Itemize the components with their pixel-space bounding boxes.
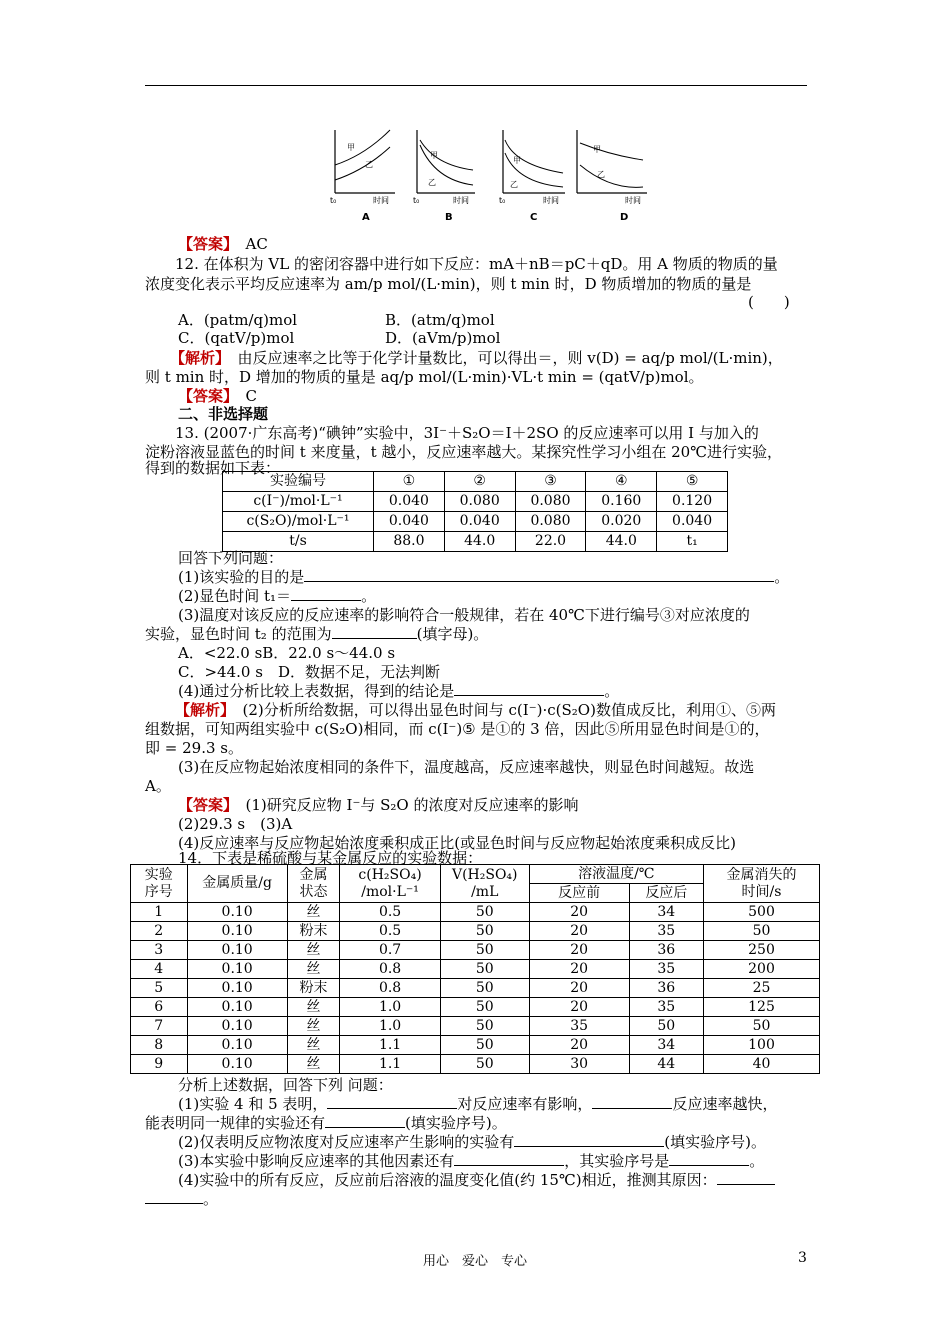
answer-blank[interactable] [669, 1151, 749, 1166]
q14-line1: 14．下表是稀硫酸与某金属反应的实验数据： [178, 849, 483, 867]
answer-blank[interactable] [592, 1094, 672, 1109]
q12-answer: 【答案】 C [178, 387, 258, 405]
q13-options-ab: A．<22.0 sB．22.0 s～44.0 s [178, 644, 396, 662]
svg-text:时间: 时间 [543, 196, 559, 205]
q13-analysis-3: 即 = 29.3 s。 [145, 739, 243, 757]
graph-a-curve1: 甲 [347, 143, 355, 152]
answer-blank[interactable] [332, 624, 417, 639]
table-row: t/s 88.0 44.0 22.0 44.0 t₁ [223, 532, 728, 552]
svg-text:t₀: t₀ [413, 196, 420, 205]
q12-option-b: B．(atm/q)mol [385, 311, 495, 329]
svg-text:t₀: t₀ [499, 196, 506, 205]
q12-line2: 浓度变化表示平均反应速率为 am/p mol/(L·min)，则 t min 时，D 物质增加的物质的量是 [145, 275, 752, 293]
answer-blank[interactable] [454, 1151, 564, 1166]
table-row: 3 0.10 丝 0.7 50 20 36 250 [131, 941, 820, 960]
table-row: 实验编号 ① ② ③ ④ ⑤ [223, 472, 728, 492]
answer-blank[interactable] [145, 1189, 203, 1204]
graph-a [330, 130, 395, 223]
answer-blank[interactable] [304, 567, 774, 582]
table-row: 实验 序号 金属质量/g 金属 状态 c(H₂SO₄) /mol·L⁻¹ V(H₂SO₄) /mL 溶液温度/℃ 金属消失的 时间/s [131, 865, 820, 884]
iodine-clock-table [222, 471, 728, 552]
section-title: 二、非选择题 [178, 405, 269, 423]
svg-text:时间: 时间 [373, 196, 389, 205]
q13-analysis-4: (3)在反应物起始浓度相同的条件下，温度越高，反应速率越快，则显色时间越短。故选 [178, 758, 755, 776]
graph-b-label: B [445, 212, 453, 223]
table-row: c(S₂O)/mol·L⁻¹ 0.040 0.040 0.080 0.020 0.040 [223, 512, 728, 532]
q13-line2: 淀粉溶液显蓝色的时间 t 来度量，t 越小，反应速率越大。某探究性学习小组在 20℃进行实验， [145, 443, 782, 461]
rate-graphs-figure [325, 125, 655, 225]
page-footer: 用心 爱心 专心 [422, 1254, 527, 1269]
table-row: 反应前 反应后 [131, 884, 820, 903]
q14-sub1: (1)实验 4 和 5 表明， 对反应速率有影响， 反应速率越快， [178, 1095, 778, 1113]
answer-blank[interactable] [325, 1113, 405, 1128]
q13-options-cd: C．>44.0 s D．数据不足，无法判断 [178, 663, 440, 681]
table-row: 9 0.10 丝 1.1 50 30 44 40 [131, 1055, 820, 1074]
metal-acid-table [130, 864, 820, 1074]
q14-sub4: (4)实验中的所有反应，反应前后溶液的温度变化值(约 15℃)相近，推测其原因： [178, 1170, 840, 1190]
q14-prompt: 分析上述数据，回答下列 问题： [178, 1076, 393, 1094]
graph-c [499, 130, 565, 223]
graph-d [577, 130, 647, 223]
table-row: 2 0.10 粉末 0.5 50 20 35 50 [131, 922, 820, 941]
q13-sub3b: 实验，显色时间 t₂ 的范围为 (填字母)。 [145, 625, 489, 643]
q12-analysis-2: 则 t min 时，D 增加的物质的量是 aq/p mol/(L·min)·VL·t min = (qatV/p)mol。 [145, 368, 704, 386]
q13-sub1: (1)该实验的目的是 。 [178, 568, 790, 586]
graph-c-label: C [530, 212, 538, 223]
q13-analysis-2: 组数据，可知两组实验中 c(S₂O)相同，而 c(I⁻)⑤ 是①的 3 倍，因此⑤所用显色时间是①的， [145, 720, 770, 738]
svg-text:乙: 乙 [510, 180, 518, 189]
svg-text:t₀: t₀ [330, 196, 337, 205]
q12-option-c: C．(qatV/p)mol [178, 329, 295, 347]
q13-line1: 13. (2007·广东高考)“碘钟”实验中，3I⁻＋S₂O＝I＋2SO 的反应速率可以用 I 与加入的 [175, 424, 759, 442]
page-number: 3 [798, 1250, 807, 1266]
svg-text:甲: 甲 [593, 145, 601, 154]
table-row: 7 0.10 丝 1.0 50 35 50 50 [131, 1017, 820, 1036]
q13-answer-3: (4)反应速率与反应物起始浓度乘积成正比(或显色时间与反应物起始浓度乘积成反比) [178, 834, 736, 852]
q13-analysis-5: A。 [145, 777, 171, 795]
q14-sub1-cont: 能表明同一规律的实验还有 (填实验序号)。 [145, 1114, 507, 1132]
table-row: c(I⁻)/mol·L⁻¹ 0.040 0.080 0.080 0.160 0.120 [223, 492, 728, 512]
q13-sub4: (4)通过分析比较上表数据，得到的结论是 。 [178, 682, 620, 700]
q12-option-d: D．(aVm/p)mol [385, 329, 501, 347]
q11-answer: 【答案】 AC [178, 235, 268, 253]
q14-sub3: (3)本实验中影响反应速率的其他因素还有 ，其实验序号是 。 [178, 1152, 765, 1170]
svg-text:时间: 时间 [453, 196, 469, 205]
q13-line3: 得到的数据如下表： [145, 459, 281, 477]
table-row: 5 0.10 粉末 0.8 50 20 36 25 [131, 979, 820, 998]
q14-sub2: (2)仅表明反应物浓度对反应速率产生影响的实验有 (填实验序号)。 [178, 1133, 766, 1151]
answer-blank[interactable] [717, 1170, 775, 1185]
table-row: 6 0.10 丝 1.0 50 20 35 125 [131, 998, 820, 1017]
svg-text:时间: 时间 [625, 196, 641, 205]
table-row: 4 0.10 丝 0.8 50 20 35 200 [131, 960, 820, 979]
graph-a-curve2: 乙 [365, 160, 373, 169]
q13-answer: 【答案】 (1)研究反应物 I⁻与 S₂O 的浓度对反应速率的影响 [178, 796, 579, 814]
q12-line1: 12. 在体积为 VL 的密闭容器中进行如下反应：mA＋nB＝pC＋qD。用 A 物质的物质的量 [175, 255, 778, 273]
graph-b [413, 130, 475, 223]
svg-text:甲: 甲 [513, 156, 521, 165]
svg-text:甲: 甲 [430, 151, 438, 160]
q13-sub3a: (3)温度对该反应的反应速率的影响符合一般规律，若在 40℃下进行编号③对应浓度的 [178, 606, 750, 624]
table-row: 8 0.10 丝 1.1 50 20 34 100 [131, 1036, 820, 1055]
q13-answer-2: (2)29.3 s (3)A [178, 815, 293, 833]
q12-analysis: 【解析】 由反应速率之比等于化学计量数比，可以得出＝，则 v(D) = aq/p mol/(L·min)， [170, 349, 783, 367]
graph-d-label: D [620, 212, 629, 223]
answer-blank[interactable] [291, 586, 361, 601]
q12-option-a: A．(patm/q)mol [178, 311, 298, 329]
graph-a-label: A [362, 212, 370, 223]
col-seq: 实验 序号 [131, 865, 188, 903]
table-row: 1 0.10 丝 0.5 50 20 34 500 [131, 903, 820, 922]
svg-text:乙: 乙 [597, 170, 605, 179]
svg-text:乙: 乙 [428, 178, 436, 187]
answer-blank[interactable] [514, 1132, 664, 1147]
header-rule [145, 85, 807, 86]
answer-blank[interactable] [454, 681, 604, 696]
answer-blank[interactable] [327, 1094, 457, 1109]
q13-analysis: 【解析】 (2)分析所给数据，可以得出显色时间与 c(I⁻)·c(S₂O)数值成反比，利用①、⑤两 [175, 701, 776, 719]
q13-sub2: (2)显色时间 t₁＝ 。 [178, 587, 377, 605]
q13-prompt: 回答下列问题： [178, 549, 284, 567]
q14-sub4-cont: 。 [145, 1189, 807, 1209]
q12-bracket: ( ) [748, 293, 790, 311]
